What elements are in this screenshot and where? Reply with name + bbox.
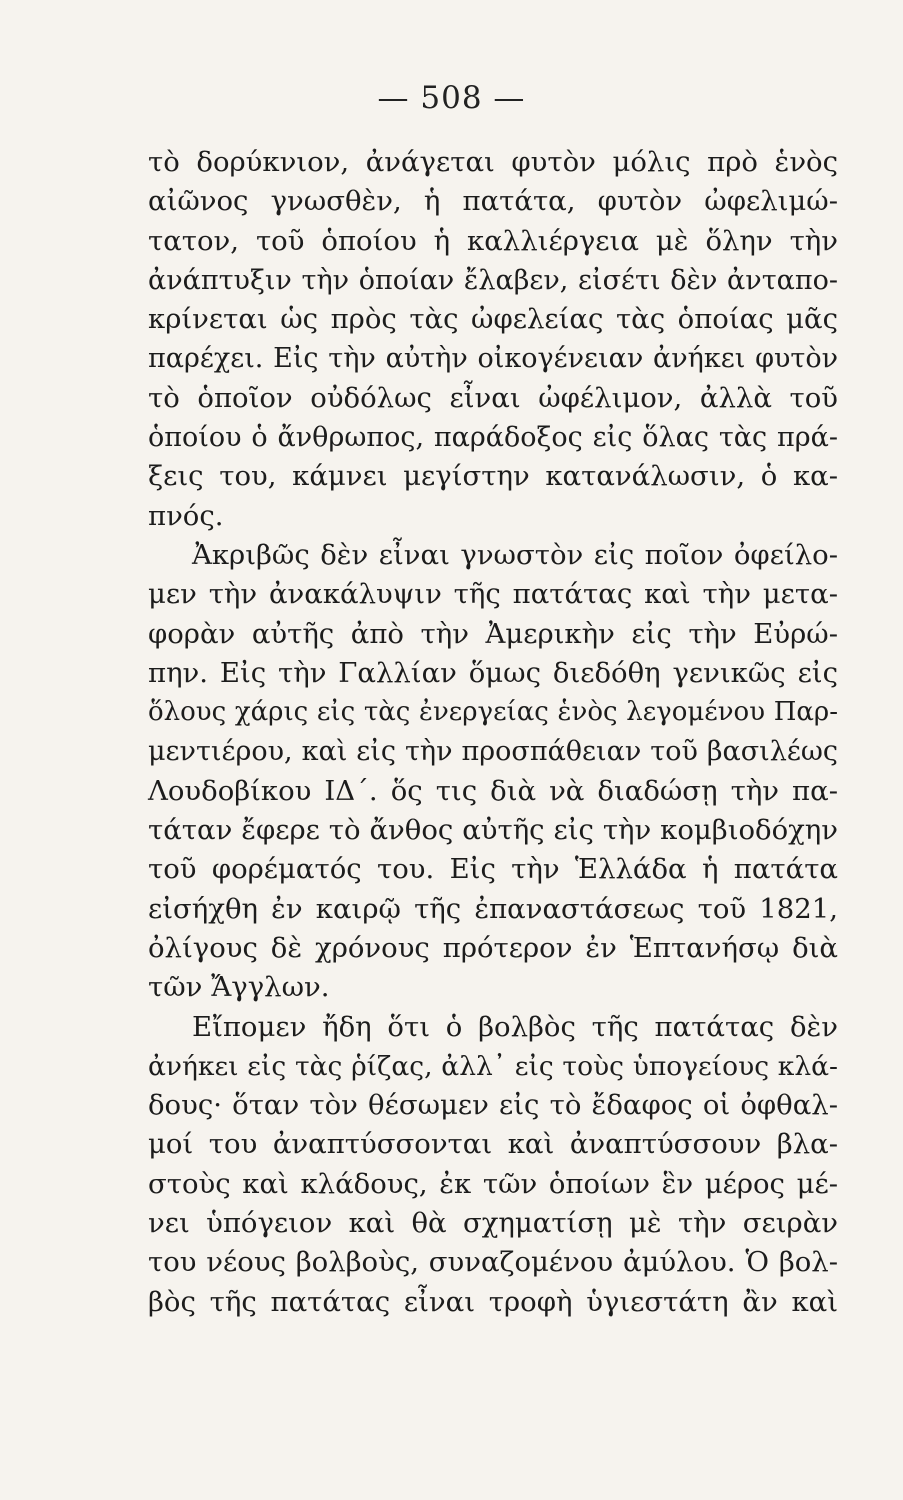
text-line: ἀνάπτυξιν τὴν ὁποίαν ἔλαβεν, εἰσέτι δὲν ἀνταπο- xyxy=(148,264,838,296)
text-line: τατον, τοῦ ὁποίου ἡ καλλιέργεια μὲ ὅλην τὴν xyxy=(148,224,838,257)
text-line: μεν τὴν ἀνακάλυψιν τῆς πατάτας καὶ τὴν μετα- xyxy=(148,578,838,611)
text-line: στοὺς καὶ κλάδους, ἐκ τῶν ὁποίων ἓν μέρος μέ- xyxy=(148,1167,838,1200)
text-line: πην. Εἰς τὴν Γαλλίαν ὅμως διεδόθη γενικῶς εἰς xyxy=(148,656,838,689)
text-line: ξεις του, κάμνει μεγίστην κατανάλωσιν, ὁ κα- xyxy=(148,460,838,493)
text-line: τῶν Ἄγγλων. xyxy=(148,971,330,1004)
text-line: αἰῶνος γνωσθὲν, ἡ πατάτα, φυτὸν ὠφελιμώ- xyxy=(148,185,838,218)
text-line: παρέχει. Εἰς τὴν αὐτὴν οἰκογένειαν ἀνήκει φυτὸν xyxy=(148,343,838,375)
text-line: βὸς τῆς πατάτας εἶναι τροφὴ ὑγιεστάτη ἂν καὶ xyxy=(148,1285,838,1318)
text-line: ὁποίου ὁ ἄνθρωπος, παράδοξος εἰς ὅλας τὰς πρά- xyxy=(148,422,838,454)
text-line: Ἀκριβῶς δὲν εἶναι γνωστὸν εἰς ποῖον ὀφείλο- xyxy=(192,538,838,571)
text-line: Εἴπομεν ἤδη ὅτι ὁ βολβὸς τῆς πατάτας δὲν xyxy=(192,1010,838,1043)
text-line: μοί του ἀναπτύσσονται καὶ ἀναπτύσσουν βλα- xyxy=(148,1128,838,1161)
text-line: ἀνήκει εἰς τὰς ῥίζας, ἀλλ᾽ εἰς τοὺς ὑπογείους κλά- xyxy=(148,1050,838,1082)
body-text xyxy=(148,143,838,1322)
text-line: τὸ ὁποῖον οὐδόλως εἶναι ὠφέλιμον, ἀλλὰ τοῦ xyxy=(148,381,838,414)
text-line: δους· ὅταν τὸν θέσωμεν εἰς τὸ ἔδαφος οἱ ὀφθαλ- xyxy=(148,1089,838,1122)
page-number: — 508 — xyxy=(377,80,526,116)
text-line: μεντιέρου, καὶ εἰς τὴν προσπάθειαν τοῦ βασιλέως xyxy=(148,736,838,768)
text-line: τοῦ φορέματός του. Εἰς τὴν Ἑλλάδα ἡ πατάτα xyxy=(148,853,838,886)
text-line: ὅλους χάρις εἰς τὰς ἐνεργείας ἑνὸς λεγομένου Παρ- xyxy=(148,697,838,728)
text-line: φορὰν αὐτῆς ἀπὸ τὴν Ἀμερικὴν εἰς τὴν Εὐρώ- xyxy=(148,617,838,650)
text-line: νει ὑπόγειον καὶ θὰ σχηματίσῃ μὲ τὴν σειρὰν xyxy=(148,1207,838,1240)
text-line: πνός. xyxy=(148,499,224,532)
text-line: Λουδοβίκου ΙΔ΄. ὅς τις διὰ νὰ διαδώσῃ τὴν πα- xyxy=(148,774,838,807)
text-line: κρίνεται ὡς πρὸς τὰς ὠφελείας τὰς ὁποίας μᾶς xyxy=(148,303,838,336)
text-line: εἰσήχθη ἐν καιρῷ τῆς ἐπαναστάσεως τοῦ 1821, xyxy=(148,892,838,925)
text-line: του νέους βολβοὺς, συναζομένου ἀμύλου. Ὁ βολ- xyxy=(148,1246,838,1279)
text-line: ὀλίγους δὲ χρόνους πρότερον ἐν Ἑπτανήσῳ διὰ xyxy=(148,931,838,964)
text-line: τάταν ἔφερε τὸ ἄνθος αὐτῆς εἰς τὴν κομβιοδόχην xyxy=(148,814,838,847)
text-line: τὸ δορύκνιον, ἀνάγεται φυτὸν μόλις πρὸ ἑνὸς xyxy=(148,146,838,178)
